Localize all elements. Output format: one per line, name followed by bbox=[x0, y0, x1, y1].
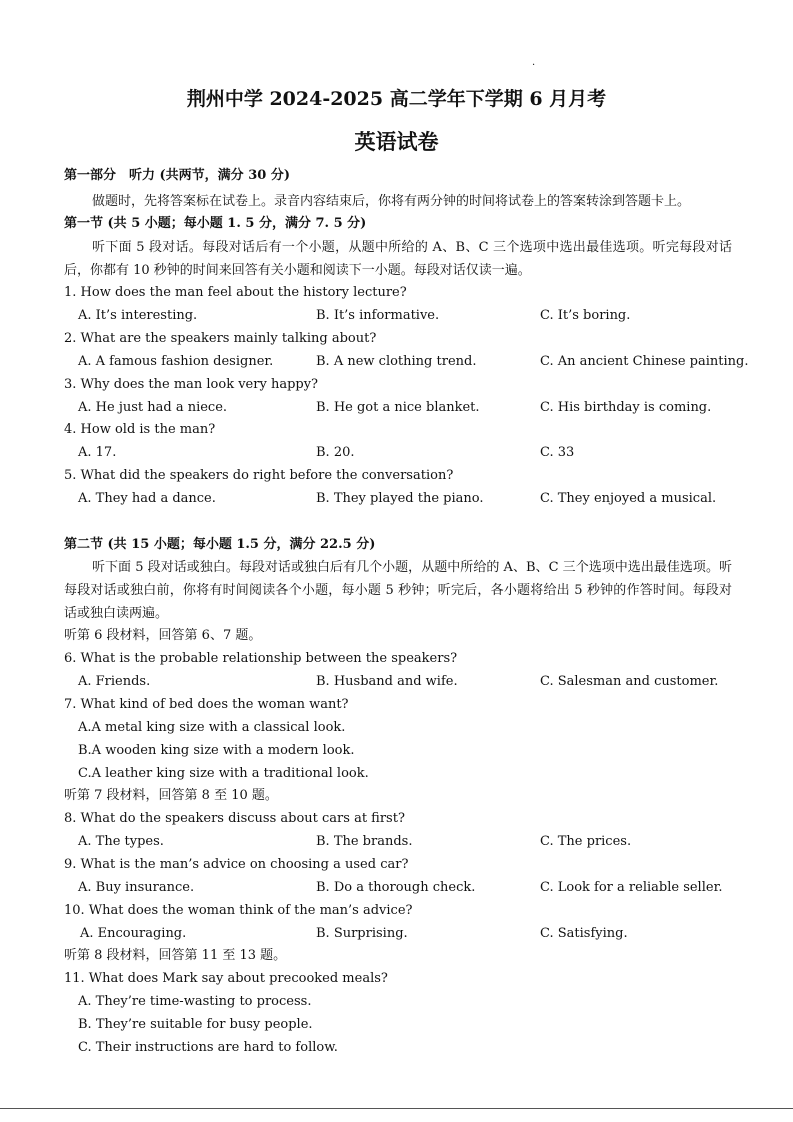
q8-option-b: B. The brands. bbox=[316, 834, 413, 849]
q6-option-b: B. Husband and wife. bbox=[316, 674, 458, 689]
part1-instruction: 做题时，先将答案标在试卷上。录音内容结束后，你将有两分钟的时间将试卷上的答案转涂到答题卡上。 bbox=[92, 194, 691, 209]
material-6-note: 听第 6 段材料，回答第 6、7 题。 bbox=[64, 628, 262, 643]
q9-option-c: C. Look for a reliable seller. bbox=[540, 880, 723, 895]
q9-option-a: A. Buy insurance. bbox=[78, 880, 195, 895]
material-8-note: 听第 8 段材料，回答第 11 至 13 题。 bbox=[64, 948, 287, 963]
q10-option-b: B. Surprising. bbox=[316, 926, 408, 941]
question-9: 9. What is the man’s advice on choosing a used car? bbox=[64, 857, 409, 872]
q6-option-a: A. Friends. bbox=[78, 674, 151, 689]
q1-option-c: C. It’s boring. bbox=[540, 308, 631, 323]
q4-option-b: B. 20. bbox=[316, 445, 355, 460]
section1-instruction: 听下面 5 段对话。每段对话后有一个小题，从题中所给的 A、B、C 三个选项中选出最佳选项。听完每段对话后，你都有 10 秒钟的时间来回答有关小题和阅读下一小题。每段对话仅读一遍。 bbox=[64, 240, 732, 278]
q3-option-c: C. His birthday is coming. bbox=[540, 400, 712, 415]
q2-option-a: A. A famous fashion designer. bbox=[78, 354, 274, 369]
q2-option-b: B. A new clothing trend. bbox=[316, 354, 477, 369]
q4-option-c: C. 33 bbox=[540, 445, 575, 460]
section2-heading: 第二节 (共 15 小题；每小题 1.5 分，满分 22.5 分) bbox=[64, 537, 376, 552]
question-8: 8. What do the speakers discuss about cars at first? bbox=[64, 811, 405, 826]
page-bottom-divider bbox=[0, 1108, 793, 1109]
q1-option-a: A. It’s interesting. bbox=[78, 308, 198, 323]
exam-subtitle: 英语试卷 bbox=[354, 129, 439, 154]
q4-option-a: A. 17. bbox=[78, 445, 117, 460]
q8-option-c: C. The prices. bbox=[540, 834, 632, 849]
q5-option-b: B. They played the piano. bbox=[316, 491, 484, 506]
question-2: 2. What are the speakers mainly talking about? bbox=[64, 331, 377, 346]
q10-option-c: C. Satisfying. bbox=[540, 926, 628, 941]
part1-heading: 第一部分 听力 (共两节，满分 30 分) bbox=[64, 168, 290, 183]
q6-option-c: C. Salesman and customer. bbox=[540, 674, 719, 689]
q2-option-c: C. An ancient Chinese painting. bbox=[540, 354, 749, 369]
q5-option-a: A. They had a dance. bbox=[78, 491, 216, 506]
q5-option-c: C. They enjoyed a musical. bbox=[540, 491, 717, 506]
q7-option-c: C.A leather king size with a traditional look. bbox=[78, 766, 369, 781]
q9-option-b: B. Do a thorough check. bbox=[316, 880, 476, 895]
question-11: 11. What does Mark say about precooked meals? bbox=[64, 971, 388, 986]
q7-option-a: A.A metal king size with a classical look. bbox=[78, 720, 346, 735]
q8-option-a: A. The types. bbox=[78, 834, 164, 849]
section1-heading: 第一节 (共 5 小题；每小题 1. 5 分，满分 7. 5 分) bbox=[64, 216, 367, 231]
q10-option-a: A. Encouraging. bbox=[80, 926, 187, 941]
exam-title: 荆州中学 2024-2025 高二学年下学期 6 月月考 bbox=[186, 88, 607, 110]
q11-option-a: A. They’re time-wasting to process. bbox=[78, 994, 312, 1009]
question-6: 6. What is the probable relationship between the speakers? bbox=[64, 651, 458, 666]
material-7-note: 听第 7 段材料，回答第 8 至 10 题。 bbox=[64, 788, 278, 803]
q3-option-a: A. He just had a niece. bbox=[78, 400, 228, 415]
q7-option-b: B.A wooden king size with a modern look. bbox=[78, 743, 355, 758]
q11-option-b: B. They’re suitable for busy people. bbox=[78, 1017, 313, 1032]
section2-instruction: 听下面 5 段对话或独白。每段对话或独白后有几个小题，从题中所给的 A、B、C 三个选项中选出最佳选项。听每段对话或独白前，你将有时间阅读各个小题，每小题 5 秒钟；听完后，各小题将给出 5 秒钟的作答时间。每段对话或独白读两遍。 bbox=[64, 560, 732, 621]
q11-option-c: C. Their instructions are hard to follow. bbox=[78, 1040, 338, 1055]
question-1: 1. How does the man feel about the history lecture? bbox=[64, 285, 407, 300]
question-5: 5. What did the speakers do right before the conversation? bbox=[64, 468, 454, 483]
q3-option-b: B. He got a nice blanket. bbox=[316, 400, 480, 415]
page-mark: . bbox=[532, 57, 536, 68]
q1-option-b: B. It’s informative. bbox=[316, 308, 440, 323]
question-10: 10. What does the woman think of the man’s advice? bbox=[64, 903, 413, 918]
question-3: 3. Why does the man look very happy? bbox=[64, 377, 319, 392]
question-4: 4. How old is the man? bbox=[64, 422, 216, 437]
question-7: 7. What kind of bed does the woman want? bbox=[64, 697, 349, 712]
